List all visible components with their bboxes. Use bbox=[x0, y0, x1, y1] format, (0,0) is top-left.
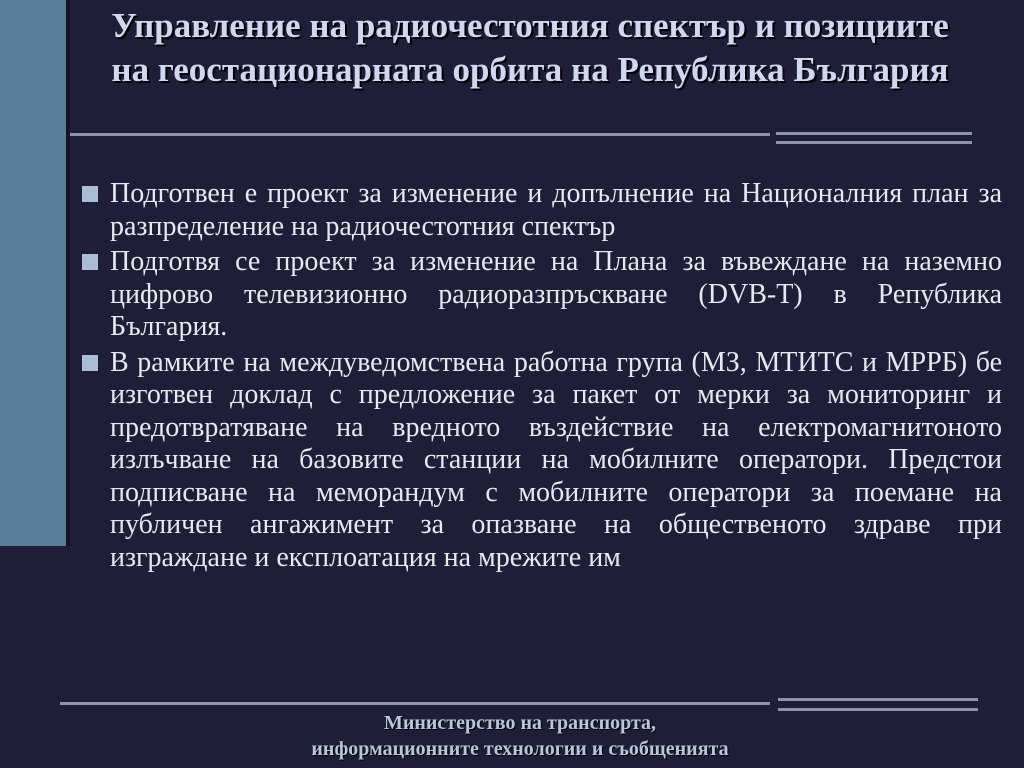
title-divider-line bbox=[70, 133, 770, 136]
bullet-item bbox=[82, 347, 1002, 575]
square-bullet-icon bbox=[82, 254, 98, 270]
left-accent-bar-shadow bbox=[66, 0, 70, 546]
footer-divider-line bbox=[60, 702, 770, 705]
footer-divider-accent-top bbox=[778, 698, 978, 701]
footer-organization bbox=[200, 710, 840, 762]
title-divider-accent-top bbox=[776, 132, 972, 135]
slide-title: Управление на радиочестотния спектър и позициите на геостационарната орбита на Република България bbox=[111, 6, 949, 89]
left-accent-bar bbox=[0, 0, 66, 546]
bullet-text: Подготвен е проект за изменение и допълнение на Националния план за разпределение на радиочестотния спектър bbox=[110, 178, 1002, 242]
footer-line-1: Министерство на транспорта, bbox=[383, 712, 657, 734]
bullet-item bbox=[82, 246, 1002, 344]
square-bullet-icon bbox=[82, 355, 98, 371]
title-divider-accent-bottom bbox=[776, 141, 972, 144]
bullet-text: В рамките на междуведомствена работна група (МЗ, МТИТС и МРРБ) бе изготвен доклад с предложение за пакет от мерки за мониторинг и предотвратяване на вредното въздействие на електромагнитоното излъчване на базовите станции на мобилните оператори. Предстои подписване на меморандум с мобилните оператори за поемане на публичен ангажимент за опазване на общественото здраве при изграждане и експлоатация на мрежите им bbox=[110, 346, 1002, 573]
square-bullet-icon bbox=[82, 186, 98, 202]
bullet-text: Подготвя се проект за изменение на Плана за въвеждане на наземно цифрово телевизионно радиоразпръскване (DVB-T) в Република България. bbox=[110, 246, 1002, 342]
footer-line-2: информационните технологии и съобщенията bbox=[311, 738, 729, 760]
bullet-item bbox=[82, 178, 1002, 243]
bullet-list bbox=[82, 178, 1002, 577]
